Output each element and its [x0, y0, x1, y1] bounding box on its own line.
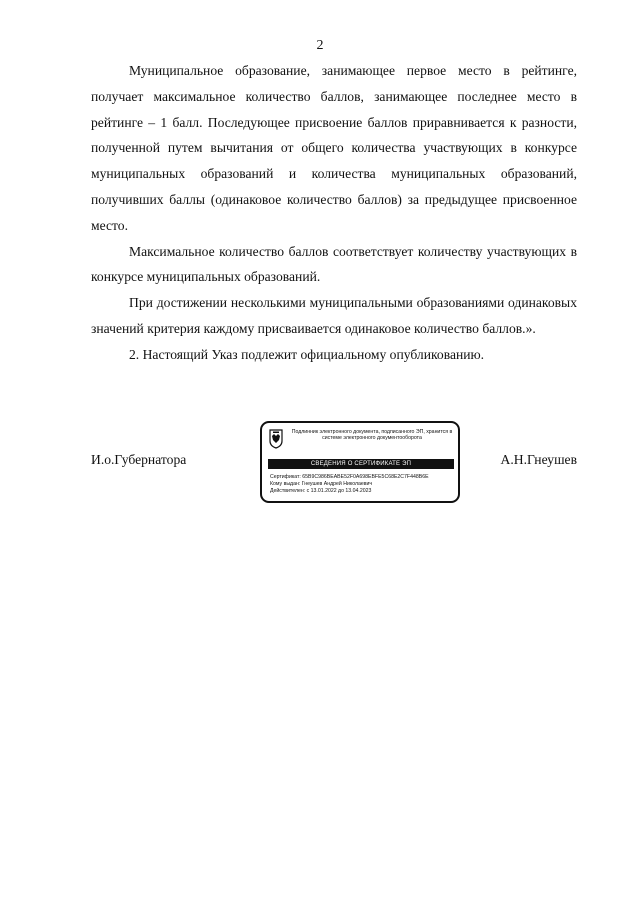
- page-number: 2: [316, 38, 324, 53]
- paragraph-publication: 2. Настоящий Указ подлежит официальному опубликованию.: [129, 346, 485, 362]
- certificate-validity: Действителен: с 13.01.2022 до 13.04.2023: [270, 488, 372, 494]
- certificate-details: [270, 474, 456, 495]
- coat-of-arms-icon: [269, 429, 283, 449]
- paragraph-ranking-points: Муниципальное образование, занимающее первое место в рейтинге, получает максимальное количество баллов, занимающее последнее место в рейтинге – 1 балл. Последующее присвоение баллов приравнивается к разности, полученной путем вычитания от общего количества участвующих в конкурсе муниципальных образований и количества муниципальных образований, получивших баллы (одинаковое количество баллов) за предыдущее присвоенное место.: [91, 63, 577, 233]
- certificate-band: СВЕДЕНИЯ О СЕРТИФИКАТЕ ЭП: [268, 459, 454, 469]
- signatory-name: А.Н.Гнеушев: [500, 452, 577, 467]
- stamp-note: Подлинник электронного документа, подписанного ЭП, хранится в системе электронного документооборота: [291, 429, 453, 442]
- document-body: [91, 58, 577, 368]
- certificate-number: Сертификат: 65B9C986BEABE52F0A698EBFE5C68E2C7F448B6E: [270, 474, 429, 480]
- paragraph-equal-values: При достижении несколькими муниципальными образованиями одинаковых значений критерия каждому присваивается одинаковое количество баллов.».: [91, 295, 577, 336]
- certificate-owner: Кому выдан: Гнеушев Андрей Николаевич: [270, 481, 373, 487]
- paragraph-max-points: Максимальное количество баллов соответствует количеству участвующих в конкурсе муниципальных образований.: [91, 243, 577, 285]
- electronic-signature-stamp: [260, 421, 460, 503]
- signatory-role: И.о.Губернатора: [91, 452, 187, 467]
